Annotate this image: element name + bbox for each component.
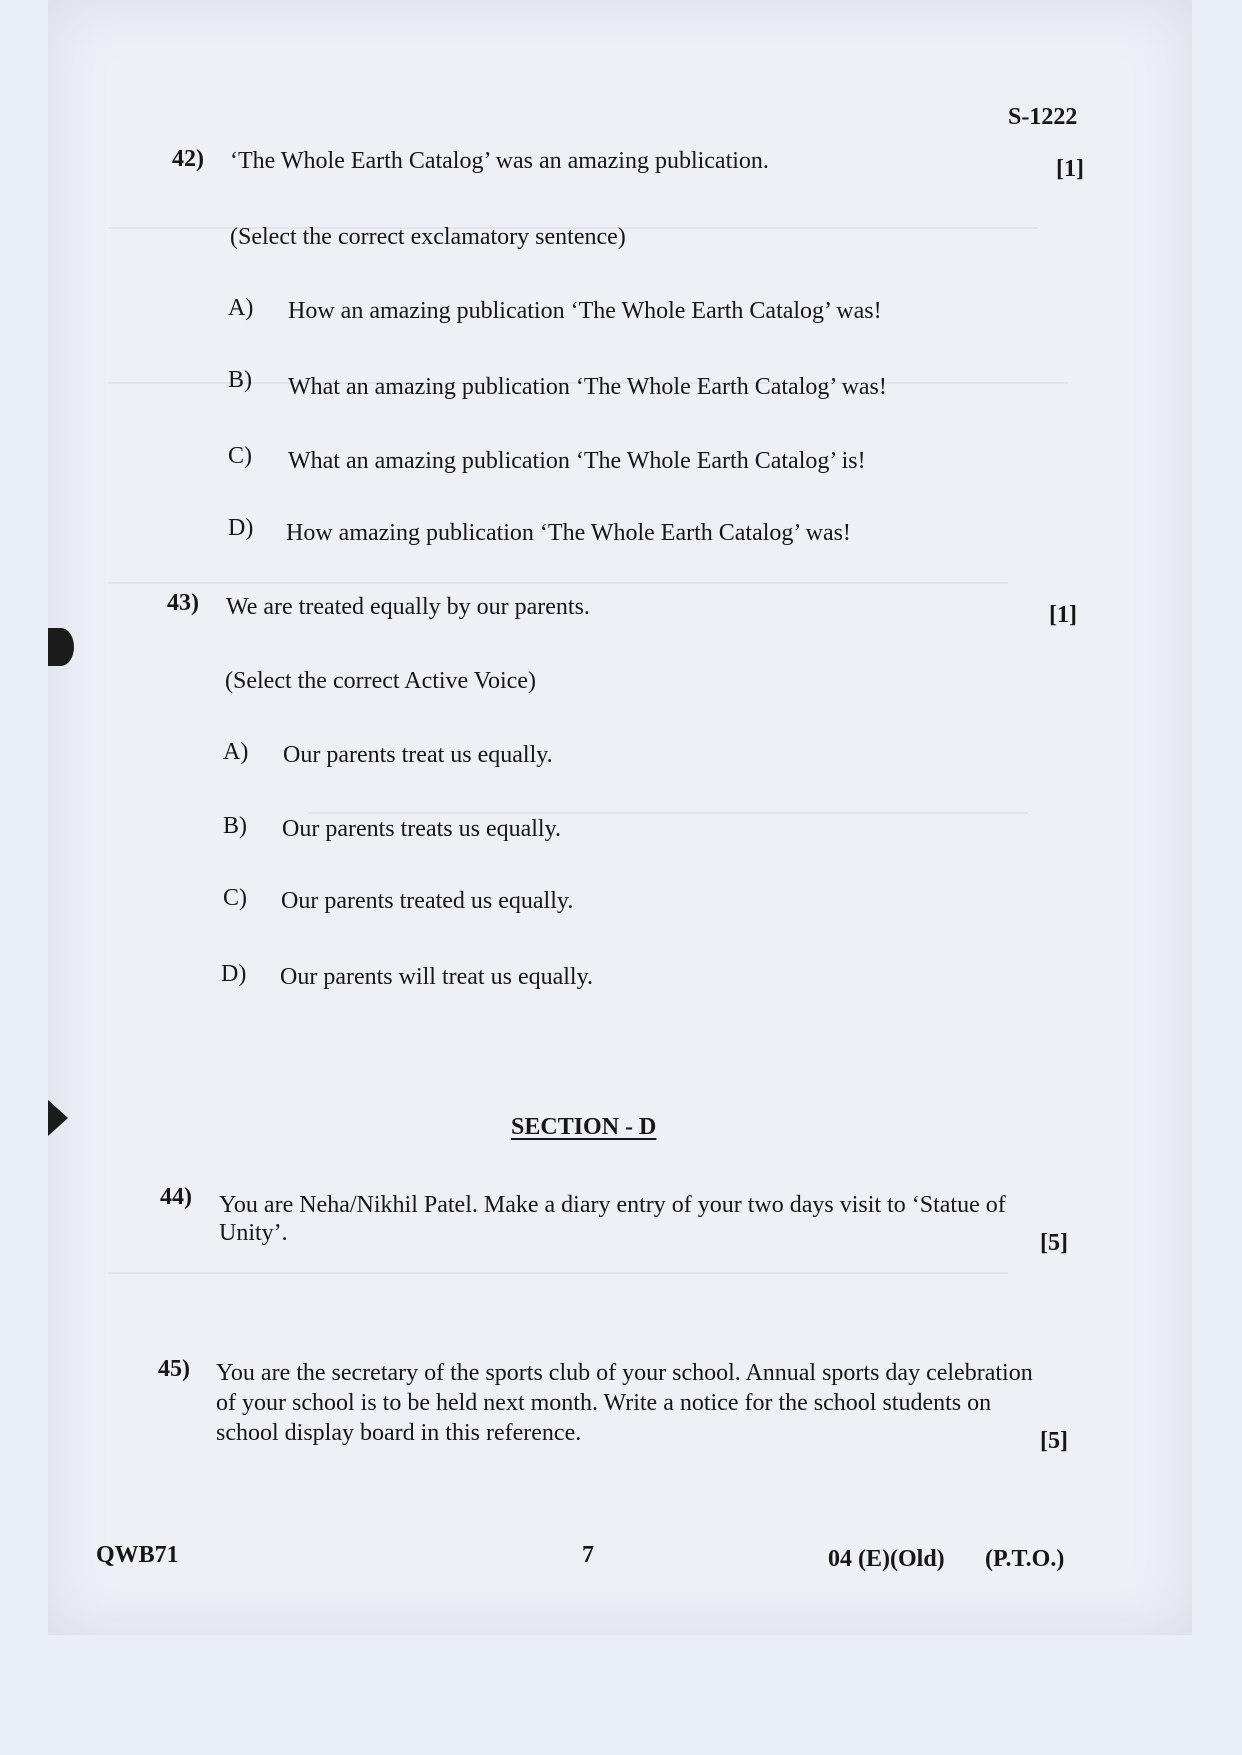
option-text: What an amazing publication ‘The Whole Earth Catalog’ is! xyxy=(288,448,866,474)
option-label: B) xyxy=(223,813,247,839)
question-instruction: (Select the correct Active Voice) xyxy=(225,668,536,694)
option-label: A) xyxy=(228,295,254,321)
question-marks: [5] xyxy=(1040,1230,1068,1256)
option-text: Our parents will treat us equally. xyxy=(280,964,594,990)
option-text: Our parents treat us equally. xyxy=(283,742,553,768)
question-marks: [1] xyxy=(1056,156,1084,182)
question-number: 42) xyxy=(172,146,204,172)
section-title: SECTION - D xyxy=(511,1114,657,1140)
option-label: D) xyxy=(221,961,247,987)
option-label: C) xyxy=(223,885,247,911)
question-text-line: of your school is to be held next month. Write a notice for the school students on xyxy=(216,1390,992,1416)
question-text-line: Unity’. xyxy=(219,1220,288,1246)
option-text: Our parents treats us equally. xyxy=(282,816,562,842)
show-through-line xyxy=(108,1250,1008,1274)
footer-pto: (P.T.O.) xyxy=(985,1546,1065,1572)
option-label: D) xyxy=(228,515,254,541)
question-text: ‘The Whole Earth Catalog’ was an amazing publication. xyxy=(230,148,769,174)
option-label: C) xyxy=(228,443,252,469)
question-number: 44) xyxy=(160,1184,192,1210)
option-label: B) xyxy=(228,367,252,393)
footer-subject-code: 04 (E)(Old) xyxy=(828,1546,945,1572)
question-marks: [5] xyxy=(1040,1428,1068,1454)
option-text: How an amazing publication ‘The Whole Earth Catalog’ was! xyxy=(288,298,882,324)
option-label: A) xyxy=(223,739,249,765)
option-text: What an amazing publication ‘The Whole Earth Catalog’ was! xyxy=(288,374,887,400)
question-text: We are treated equally by our parents. xyxy=(226,594,590,620)
paper-code: S-1222 xyxy=(1008,104,1078,130)
option-text: Our parents treated us equally. xyxy=(281,888,574,914)
show-through-line xyxy=(108,560,1008,584)
punch-hole xyxy=(48,628,74,666)
question-text-line: school display board in this reference. xyxy=(216,1420,582,1446)
footer-code: QWB71 xyxy=(96,1542,179,1568)
option-text: How amazing publication ‘The Whole Earth Catalog’ was! xyxy=(286,520,851,546)
question-instruction: (Select the correct exclamatory sentence) xyxy=(230,224,626,250)
question-text-line: You are the secretary of the sports club of your school. Annual sports day celebration xyxy=(216,1360,1033,1386)
question-number: 43) xyxy=(167,590,199,616)
question-marks: [1] xyxy=(1049,602,1077,628)
question-number: 45) xyxy=(158,1356,190,1382)
question-text-line: You are Neha/Nikhil Patel. Make a diary entry of your two days visit to ‘Statue of xyxy=(219,1192,1006,1218)
show-through-line xyxy=(308,790,1028,814)
page-number: 7 xyxy=(582,1542,594,1568)
